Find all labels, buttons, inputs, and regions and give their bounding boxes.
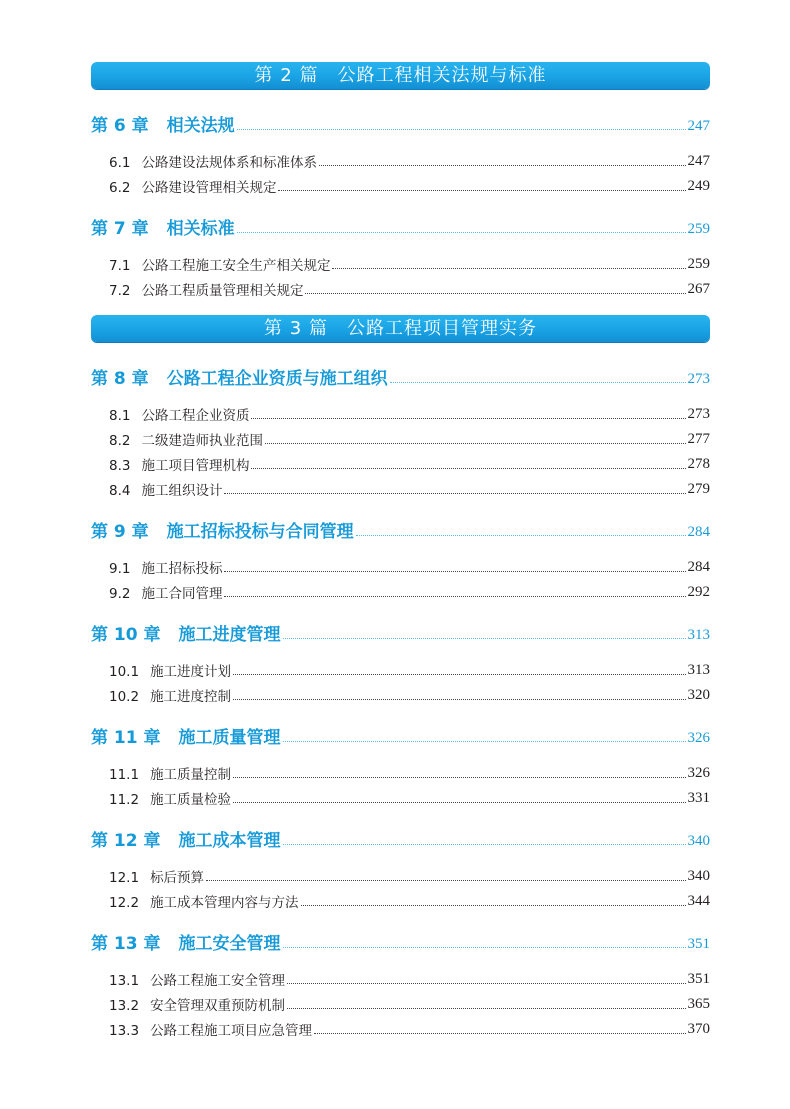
chapter-number: 第 12 章 — [91, 831, 161, 851]
section-number: 9.2 — [109, 586, 131, 602]
section-entry[interactable] — [91, 861, 710, 886]
section-title: 公路工程施工项目应急管理 — [150, 1023, 313, 1039]
chapter-title: 施工进度管理 — [178, 625, 281, 645]
dot-leader — [278, 190, 685, 191]
page-number: 279 — [687, 481, 710, 497]
page-number: 326 — [687, 730, 710, 746]
page-number: 365 — [687, 996, 710, 1012]
dot-leader — [237, 232, 686, 233]
chapter-entry[interactable] — [91, 363, 710, 389]
section-title: 安全管理双重预防机制 — [150, 998, 286, 1014]
page-number: 351 — [687, 971, 710, 987]
page-number: 331 — [687, 790, 710, 806]
page-number: 344 — [687, 893, 710, 909]
dot-leader — [390, 382, 686, 383]
dot-leader — [301, 905, 686, 906]
chapter-number: 第 9 章 — [91, 522, 149, 542]
section-title: 施工项目管理机构 — [141, 458, 250, 474]
dot-leader — [224, 571, 685, 572]
chapter-number: 第 7 章 — [91, 219, 149, 239]
section-title: 施工进度控制 — [150, 689, 232, 705]
dot-leader — [283, 638, 686, 639]
dot-leader — [233, 802, 685, 803]
section-number: 8.3 — [109, 458, 131, 474]
page-number: 313 — [687, 662, 710, 678]
section-number: 11.2 — [109, 792, 140, 808]
dot-leader — [283, 947, 686, 948]
page-number: 284 — [687, 524, 710, 540]
section-entry[interactable] — [91, 1014, 710, 1039]
section-number: 8.4 — [109, 483, 131, 499]
page-number: 340 — [687, 833, 710, 849]
section-entry[interactable] — [91, 886, 710, 911]
section-title: 公路建设管理相关规定 — [141, 180, 277, 196]
dot-leader — [287, 1008, 685, 1009]
chapter-entry[interactable] — [91, 516, 710, 542]
section-entry[interactable] — [91, 474, 710, 499]
dot-leader — [206, 880, 685, 881]
dot-leader — [233, 674, 685, 675]
chapter-title: 施工安全管理 — [178, 934, 281, 954]
chapter-title: 公路工程企业资质与施工组织 — [166, 369, 388, 389]
section-entry[interactable] — [91, 424, 710, 449]
page-number: 326 — [687, 765, 710, 781]
section-title: 施工组织设计 — [141, 483, 223, 499]
section-entry[interactable] — [91, 171, 710, 196]
page-number: 320 — [687, 687, 710, 703]
dot-leader — [233, 699, 685, 700]
dot-leader — [305, 293, 685, 294]
section-entry[interactable] — [91, 758, 710, 783]
section-title: 公路工程质量管理相关规定 — [141, 283, 304, 299]
section-title: 施工进度计划 — [150, 664, 232, 680]
section-number: 13.2 — [109, 998, 140, 1014]
chapter-entry[interactable] — [91, 110, 710, 136]
page-number: 277 — [687, 431, 710, 447]
chapter-title: 施工招标投标与合同管理 — [166, 522, 354, 542]
dot-leader — [356, 535, 686, 536]
page-number: 351 — [687, 936, 710, 952]
page-number: 313 — [687, 627, 710, 643]
section-number: 7.2 — [109, 283, 131, 299]
section-number: 12.2 — [109, 895, 140, 911]
dot-leader — [233, 777, 685, 778]
chapter-number: 第 13 章 — [91, 934, 161, 954]
page-number: 259 — [687, 256, 710, 272]
page-number: 292 — [687, 584, 710, 600]
section-title: 施工招标投标 — [141, 561, 223, 577]
section-entry[interactable] — [91, 449, 710, 474]
section-title: 二级建造师执业范围 — [141, 433, 263, 449]
dot-leader — [319, 165, 686, 166]
section-entry[interactable] — [91, 552, 710, 577]
section-number: 12.1 — [109, 870, 140, 886]
chapter-number: 第 11 章 — [91, 728, 161, 748]
section-entry[interactable] — [91, 399, 710, 424]
dot-leader — [224, 493, 685, 494]
chapter-entry[interactable] — [91, 619, 710, 645]
chapter-number: 第 10 章 — [91, 625, 161, 645]
section-title: 施工成本管理内容与方法 — [150, 895, 299, 911]
chapter-title: 施工成本管理 — [178, 831, 281, 851]
section-entry[interactable] — [91, 989, 710, 1014]
chapter-entry[interactable] — [91, 928, 710, 954]
section-entry[interactable] — [91, 577, 710, 602]
section-entry[interactable] — [91, 783, 710, 808]
page-number: 273 — [687, 371, 710, 387]
dot-leader — [251, 418, 685, 419]
page-number: 278 — [687, 456, 710, 472]
chapter-title: 相关法规 — [166, 116, 235, 136]
page-number: 370 — [687, 1021, 710, 1037]
section-number: 10.1 — [109, 664, 140, 680]
dot-leader — [287, 983, 685, 984]
chapter-title: 施工质量管理 — [178, 728, 281, 748]
section-entry[interactable] — [91, 249, 710, 274]
dot-leader — [283, 844, 686, 845]
section-number: 8.1 — [109, 408, 131, 424]
section-number: 6.1 — [109, 155, 131, 171]
section-title: 公路工程企业资质 — [141, 408, 250, 424]
page-number: 284 — [687, 559, 710, 575]
dot-leader — [332, 268, 685, 269]
chapter-number: 第 8 章 — [91, 369, 149, 389]
section-entry[interactable] — [91, 655, 710, 680]
section-title: 公路工程施工安全生产相关规定 — [141, 258, 331, 274]
dot-leader — [265, 443, 686, 444]
dot-leader — [237, 129, 686, 130]
dot-leader — [224, 596, 685, 597]
dot-leader — [314, 1033, 685, 1034]
section-number: 13.1 — [109, 973, 140, 989]
section-number: 10.2 — [109, 689, 140, 705]
section-number: 7.1 — [109, 258, 131, 274]
page-number: 247 — [687, 153, 710, 169]
section-title: 公路工程施工安全管理 — [150, 973, 286, 989]
page-number: 247 — [687, 118, 710, 134]
section-number: 9.1 — [109, 561, 131, 577]
page-number: 249 — [687, 178, 710, 194]
section-entry[interactable] — [91, 274, 710, 299]
section-title: 公路建设法规体系和标准体系 — [141, 155, 317, 171]
part-banner: 第 2 篇 公路工程相关法规与标准 — [91, 62, 710, 89]
chapter-title: 相关标准 — [166, 219, 235, 239]
section-title: 施工质量检验 — [150, 792, 232, 808]
chapter-entry[interactable] — [91, 722, 710, 748]
page-number: 259 — [687, 221, 710, 237]
section-title: 施工质量控制 — [150, 767, 232, 783]
page-number: 273 — [687, 406, 710, 422]
chapter-number: 第 6 章 — [91, 116, 149, 136]
dot-leader — [251, 468, 685, 469]
part-banner: 第 3 篇 公路工程项目管理实务 — [91, 315, 710, 342]
section-entry[interactable] — [91, 964, 710, 989]
section-title: 标后预算 — [150, 870, 205, 886]
dot-leader — [283, 741, 686, 742]
table-of-contents — [91, 62, 710, 1039]
section-entry[interactable] — [91, 680, 710, 705]
section-title: 施工合同管理 — [141, 586, 223, 602]
section-number: 11.1 — [109, 767, 140, 783]
section-number: 6.2 — [109, 180, 131, 196]
page-number: 267 — [687, 281, 710, 297]
section-number: 13.3 — [109, 1023, 140, 1039]
section-number: 8.2 — [109, 433, 131, 449]
section-entry[interactable] — [91, 146, 710, 171]
chapter-entry[interactable] — [91, 825, 710, 851]
chapter-entry[interactable] — [91, 213, 710, 239]
page-number: 340 — [687, 868, 710, 884]
